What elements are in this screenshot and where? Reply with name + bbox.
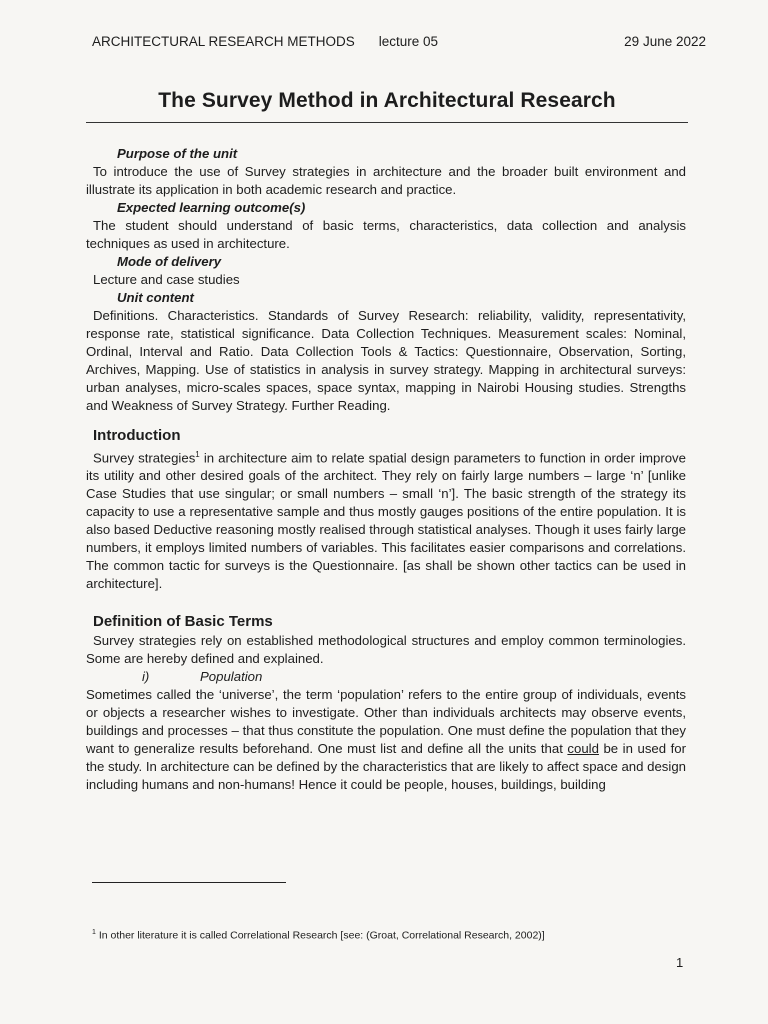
introduction-text	[86, 446, 686, 593]
delivery-text: Lecture and case studies	[93, 272, 240, 287]
document-body	[86, 145, 686, 794]
footnote-divider	[92, 882, 286, 883]
list-item-label: Population	[200, 669, 263, 685]
lecture-date: 29 June 2022	[624, 34, 706, 49]
footnote-reference[interactable]: 1	[195, 450, 200, 459]
introduction-body: in architecture aim to relate spatial design parameters to function in order improve its utility and other desired goals of the architect. They rely on fairly large numbers – large ‘n’ [unlike Case Studies that use singular; or small numbers – small ‘n’]. The basic strength of the strategy its capacity to use a representative sample and thus mostly gauges positions of the entire population. It is also based Deductive reasoning mostly realised through statistical analyses. Though it uses fairly large numbers, it employs limited numbers of variables. This facilitates easier comparisons and correlations. The common tactic for surveys is the Questionnaire. [as shall be shown other tactics can be used in architecture].	[86, 450, 686, 592]
outcome-text: The student should understand of basic terms, characteristics, data collection and analysis techniques as used in architecture.	[86, 218, 686, 251]
population-text-a: Sometimes called the ‘universe’, the term ‘population’ refers to the entire group of individuals, events or objects a researcher wishes to investigate. Other than individuals architects may observe events, buildings and processes – that thus constitute the population. One must define the population that they want to generalize results beforehand. One must list and define all the units that	[86, 687, 686, 757]
introduction-heading: Introduction	[93, 427, 181, 444]
lecture-number: lecture 05	[378, 34, 439, 49]
purpose-text: To introduce the use of Survey strategies in architecture and the broader built environment and illustrate its application in both academic research and practice.	[86, 164, 686, 197]
footnote	[92, 929, 545, 942]
content-text: Definitions. Characteristics. Standards of Survey Research: reliability, validity, representativity, response rate, statistical significance. Data Collection Techniques. Measurement scales: Nominal, Ordinal, Interval and Ratio. Data Collection Tools & Tactics: Questionnaire, Observation, Sorting, Archives, Mapping. Use of statistics in analysis in survey strategy. Mapping in architectural surveys: urban analyses, micro-scales spaces, space syntax, mapping in Nairobi Housing studies. Strengths and Weakness of Survey Strategy. Further Reading.	[86, 308, 686, 413]
footnote-text: In other literature it is called Correlational Research [see: (Groat, Correlational Research, 2002)]	[95, 929, 545, 942]
outcome-heading: Expected learning outcome(s)	[117, 200, 306, 215]
introduction-lead: Survey strategies	[93, 450, 196, 466]
content-heading: Unit content	[117, 290, 194, 305]
page-number: 1	[676, 955, 684, 970]
definitions-heading: Definition of Basic Terms	[93, 613, 273, 631]
purpose-heading: Purpose of the unit	[117, 146, 238, 161]
population-text-b: be in used for the study. In architecture can be defined by the characteristics that are likely to affect space and design including humans and non-humans! Hence it could be people, houses, buildings, building	[86, 741, 687, 793]
definitions-intro: Survey strategies rely on established methodological structures and employ common terminologies. Some are hereby defined and explained.	[86, 633, 686, 667]
footnote-number: 1	[92, 929, 96, 936]
page-title: The Survey Method in Architectural Research	[158, 89, 616, 112]
underlined-word: could	[567, 741, 599, 757]
title-divider	[86, 122, 688, 123]
delivery-heading: Mode of delivery	[117, 254, 222, 269]
list-item-population	[86, 668, 686, 686]
population-text	[86, 686, 686, 794]
list-item-number: i)	[142, 669, 150, 685]
course-name: ARCHITECTURAL RESEARCH METHODS	[92, 34, 355, 49]
page-header	[92, 34, 706, 49]
